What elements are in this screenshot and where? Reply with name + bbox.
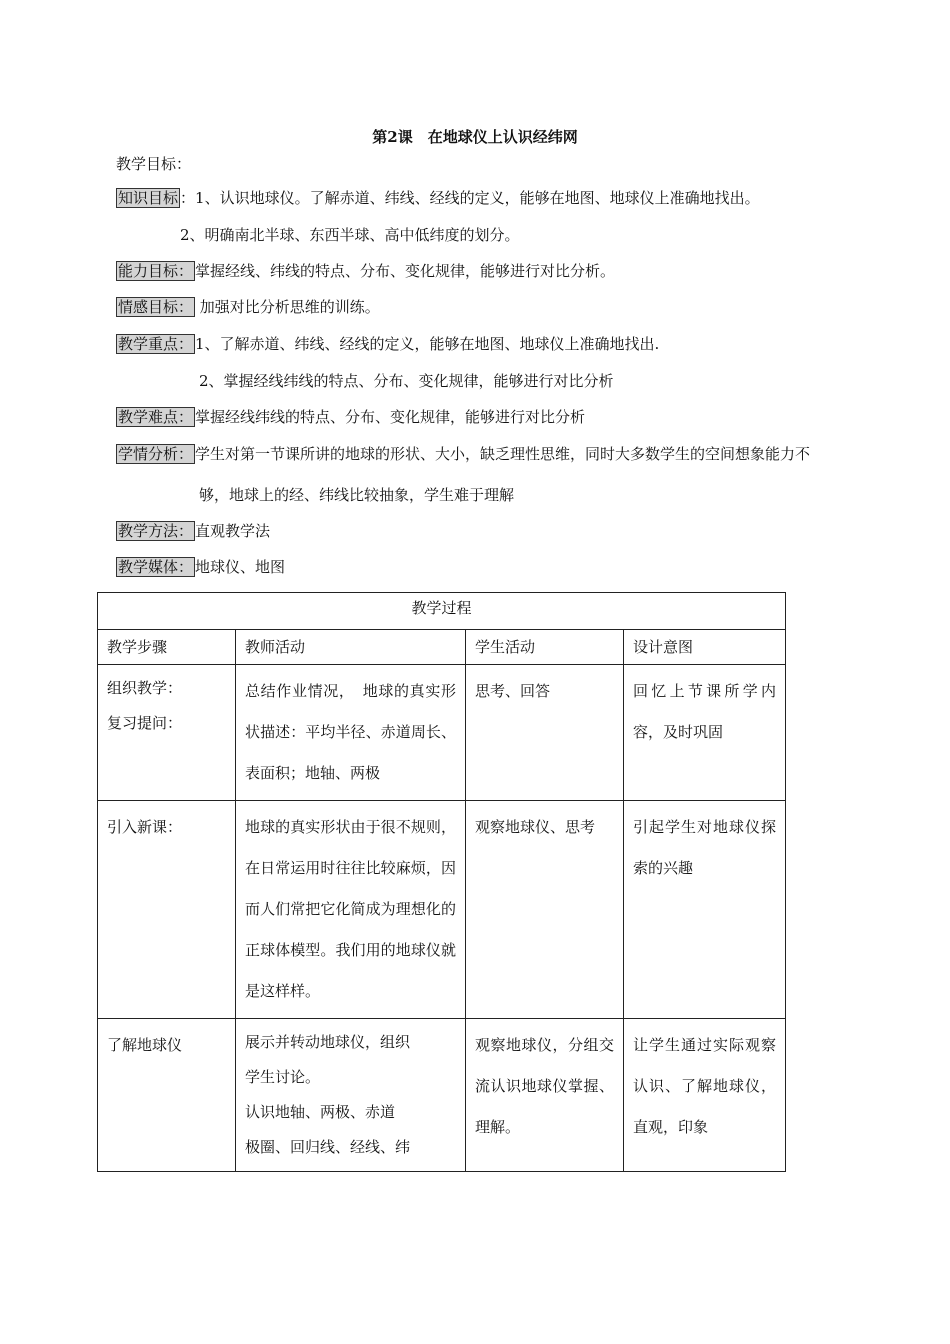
knowledge-sep: ：: [180, 189, 196, 207]
knowledge-line2: 2、明确南北半球、东西半球、高中低纬度的划分。: [180, 226, 520, 244]
key-points-line1: 1、了解赤道、纬线、经线的定义，能够在地图、地球仪上准确地找出.: [195, 335, 660, 353]
knowledge-objective: [116, 188, 760, 208]
row-student: 观察地球仪，分组交流认识地球仪掌握、理解。: [466, 1019, 624, 1172]
row-intent: 回忆上节课所学内容，及时巩固: [624, 665, 786, 801]
table-caption-row: [98, 593, 786, 630]
emotion-label: 情感目标：: [118, 298, 194, 316]
knowledge-line1: 1、认识地球仪。了解赤道、纬线、经线的定义，能够在地图、地球仪上准确地找出。: [195, 189, 760, 207]
emotion-text: 加强对比分析思维的训练。: [195, 298, 380, 316]
method: [116, 521, 270, 541]
method-text: 直观教学法: [195, 522, 271, 540]
row-intent: 让学生通过实际观察认识、了解地球仪，直观，印象: [624, 1019, 786, 1172]
ability-label: 能力目标：: [118, 262, 194, 280]
media-label: 教学媒体：: [118, 558, 194, 576]
key-points-label: 教学重点：: [118, 335, 194, 353]
analysis-line1: 学生对第一节课所讲的地球的形状、大小，缺乏理性思维，同时大多数学生的空间想象能力不: [195, 445, 811, 463]
key-points: [116, 334, 659, 354]
difficulty: [116, 407, 585, 427]
process-table: [97, 592, 786, 1172]
analysis-line2: 够，地球上的经、纬线比较抽象，学生难于理解: [199, 486, 515, 504]
analysis-label: 学情分析：: [118, 445, 194, 463]
emotion-objective: [116, 297, 380, 317]
header-teacher: 教师活动: [236, 630, 466, 665]
row-intent: 引起学生对地球仪探索的兴趣: [624, 801, 786, 1019]
row-step: 组织教学： 复习提问：: [98, 665, 236, 801]
row-step: 了解地球仪: [98, 1019, 236, 1172]
table-row: [98, 665, 786, 801]
ability-text: 掌握经线、纬线的特点、分布、变化规律，能够进行对比分析。: [195, 262, 616, 280]
analysis: [116, 444, 810, 464]
table-row: [98, 801, 786, 1019]
knowledge-label: 知识目标: [118, 189, 179, 207]
ability-objective: [116, 261, 615, 281]
table-caption: 教学过程: [98, 593, 786, 630]
table-header-row: [98, 630, 786, 665]
method-label: 教学方法：: [118, 522, 194, 540]
header-intent: 设计意图: [624, 630, 786, 665]
row-teacher: 展示并转动地球仪，组织 学生讨论。 认识地轴、两极、赤道 极圈、回归线、经线、纬: [236, 1019, 466, 1172]
difficulty-text: 掌握经线纬线的特点、分布、变化规律，能够进行对比分析: [195, 408, 586, 426]
row-student: 思考、回答: [466, 665, 624, 801]
table-row: [98, 1019, 786, 1172]
media-text: 地球仪、地图: [195, 558, 286, 576]
page-title: 第2课 在地球仪上认识经纬网: [372, 128, 578, 146]
row-step: 引入新课：: [98, 801, 236, 1019]
header-step: 教学步骤: [98, 630, 236, 665]
row-teacher: 总结作业情况， 地球的真实形状描述：平均半径、赤道周长、表面积；地轴、两极: [236, 665, 466, 801]
key-points-line2: 2、掌握经线纬线的特点、分布、变化规律，能够进行对比分析: [199, 372, 614, 390]
row-student: 观察地球仪、思考: [466, 801, 624, 1019]
header-student: 学生活动: [466, 630, 624, 665]
row-teacher: 地球的真实形状由于很不规则，在日常运用时往往比较麻烦，因而人们常把它化简成为理想化的正球体模型。我们用的地球仪就是这样样。: [236, 801, 466, 1019]
objectives-heading: 教学目标：: [116, 155, 192, 173]
difficulty-label: 教学难点：: [118, 408, 194, 426]
media: [116, 557, 285, 577]
